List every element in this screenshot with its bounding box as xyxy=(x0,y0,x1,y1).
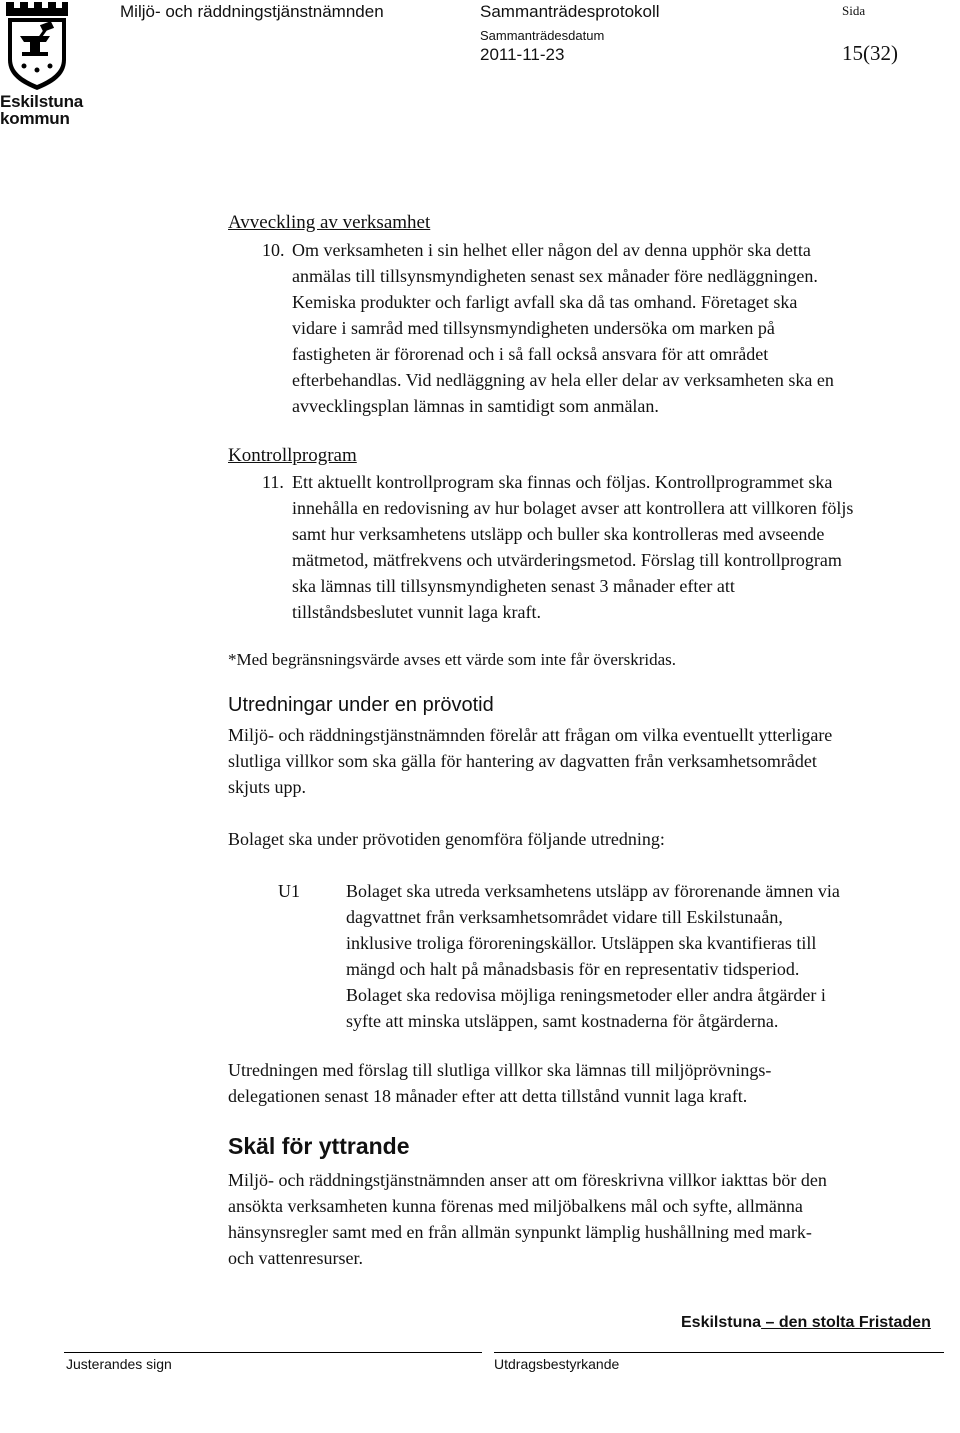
header-document-type: Sammanträdesprotokoll xyxy=(480,2,660,21)
header-date-label: Sammanträdesdatum xyxy=(480,28,605,43)
text-line: efterbehandlas. Vid nedläggning av hela eller delar av verksamheten ska en xyxy=(292,370,834,390)
text-line: ansökta verksamheten kunna förenas med miljöbalkens mål och syfte, allmänna xyxy=(228,1196,803,1216)
header-date: 2011-11-23 xyxy=(480,45,565,64)
text-line: slutliga villkor som ska gälla för hantering av dagvatten från verksamhetsområdet xyxy=(228,751,817,771)
text-line: Bolaget ska utreda verksamhetens utsläpp av förorenande ämnen via xyxy=(346,881,840,901)
text-line: hänsynsregler samt med en från allmän synpunkt lämplig hushållning med mark- xyxy=(228,1222,812,1242)
text-line: Miljö- och räddningstjänstnämnden anser att om föreskrivna villkor iakttas bör den xyxy=(228,1170,827,1190)
utredningar-heading: Utredningar under en prövotid xyxy=(228,694,494,716)
text-line: vidare i samråd med tillsynsmyndigheten undersöka om marken på xyxy=(292,318,775,338)
text-line: samt hur verksamhetens utsläpp och buller ska kontrolleras med avseende xyxy=(292,524,825,544)
header-page-number: 15(32) xyxy=(842,41,898,65)
text-line: mängd och halt på månadsbasis för en representativ tidsperiod. xyxy=(346,959,800,979)
slogan-tagline: – den stolta Fristaden xyxy=(761,1314,931,1331)
text-line: Om verksamheten i sin helhet eller någon del av denna upphör ska detta xyxy=(292,240,811,260)
footer-slogan xyxy=(681,1314,931,1332)
bolaget-intro: Bolaget ska under prövotiden genomföra följande utredning: xyxy=(228,829,665,849)
footer-divider-right xyxy=(494,1352,944,1353)
avveckling-heading: Avveckling av verksamhet xyxy=(228,212,431,233)
text-line: avvecklingsplan lämnas in samtidigt som anmälan. xyxy=(292,396,659,416)
footnote: *Med begränsningsvärde avses ett värde som inte får överskridas. xyxy=(228,650,677,669)
utredningen-paragraph xyxy=(228,1057,948,1109)
text-line: syfte att minska utsläppen, samt kostnaderna för åtgärderna. xyxy=(346,1011,779,1031)
slogan-city: Eskilstuna xyxy=(681,1314,762,1331)
u1-paragraph xyxy=(346,878,946,1034)
skal-heading: Skäl för yttrande xyxy=(228,1133,410,1159)
logo-line-2: kommun xyxy=(0,109,70,128)
text-line: Miljö- och räddningstjänstnämnden förelår att frågan om vilka eventuellt ytterligare xyxy=(228,725,833,745)
text-line: anmälas till tillsynsmyndigheten senast sex månader före nedläggningen. xyxy=(292,266,818,286)
text-line: fastigheten är förorenad och i så fall också ansvara för att området xyxy=(292,344,769,364)
justerandes-sign-label: Justerandes sign xyxy=(66,1356,172,1372)
u1-label: U1 xyxy=(278,881,300,901)
text-line: mätmetod, mätfrekvens och utvärderingsmetod. Förslag till kontrollprogram xyxy=(292,550,842,570)
text-line: Kemiska produkter och farligt avfall ska då tas omhand. Företaget ska xyxy=(292,292,798,312)
text-line: dagvattnet från verksamhetsområdet vidare till Eskilstunaån, xyxy=(346,907,783,927)
text-line: Ett aktuellt kontrollprogram ska finnas och följas. Kontrollprogrammet ska xyxy=(292,472,833,492)
text-line: skjuts upp. xyxy=(228,777,307,797)
utredningar-paragraph xyxy=(228,722,958,800)
skal-paragraph xyxy=(228,1167,958,1271)
text-line: Utredningen med förslag till slutliga villkor ska lämnas till miljöprövnings- xyxy=(228,1060,772,1080)
header-organization: Miljö- och räddningstjänstnämnden xyxy=(120,2,384,21)
text-line: innehålla en redovisning av hur bolaget avser att kontrollera att villkoren följs xyxy=(292,498,854,518)
condition-item-11 xyxy=(262,469,958,625)
item-number: 11. xyxy=(262,472,284,492)
logo-wordmark xyxy=(0,93,83,127)
text-line: ska lämnas till tillsynsmyndigheten senast 3 månader efter att xyxy=(292,576,735,596)
text-line: inklusive troliga föroreningskällor. Utsläppen ska kvantifieras till xyxy=(346,933,817,953)
kontrollprogram-heading: Kontrollprogram xyxy=(228,445,357,466)
logo-line-1: Eskilstuna xyxy=(0,92,84,111)
condition-item-10 xyxy=(262,237,952,419)
text-line: Bolaget ska redovisa möjliga reningsmetoder eller andra åtgärder i xyxy=(346,985,826,1005)
text-line: tillståndsbeslutet vunnit laga kraft. xyxy=(292,602,541,622)
coat-of-arms-icon xyxy=(2,0,72,92)
text-line: och vattenresurser. xyxy=(228,1248,363,1268)
utdragsbestyrkande-label: Utdragsbestyrkande xyxy=(494,1356,620,1372)
item-number: 10. xyxy=(262,240,285,260)
text-line: delegationen senast 18 månader efter att detta tillstånd vunnit laga kraft. xyxy=(228,1086,748,1106)
footer-divider-left xyxy=(64,1352,482,1353)
header-page-label: Sida xyxy=(842,3,866,18)
